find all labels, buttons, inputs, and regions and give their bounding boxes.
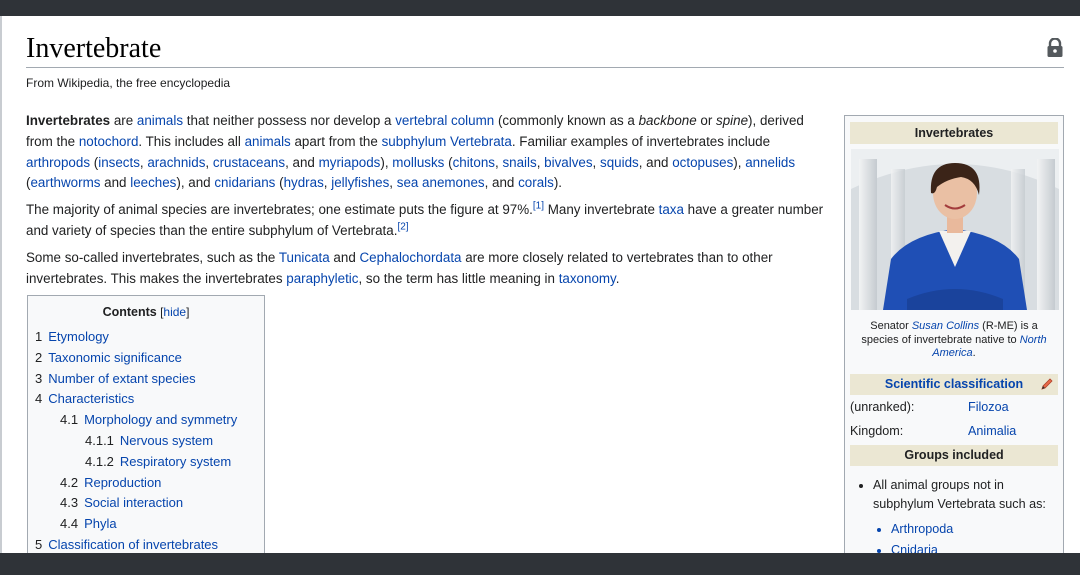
lock-icon[interactable]	[1046, 38, 1064, 58]
toc-link[interactable]: Number of extant species	[48, 370, 196, 386]
link-north-america[interactable]: North America	[932, 333, 1047, 359]
scientific-classification-header[interactable]	[850, 374, 1058, 395]
toc-number: 4.3	[60, 495, 79, 511]
text: . Familiar examples of invertebrates include	[511, 133, 771, 149]
toc-number: 4.2	[60, 474, 79, 490]
intro-paragraph-1	[26, 111, 826, 194]
citation-2[interactable]: [2]	[397, 221, 409, 233]
toc-item[interactable]	[28, 389, 264, 410]
link-crustaceans[interactable]: crustaceans	[212, 154, 286, 170]
toc-item[interactable]	[28, 369, 264, 390]
link-octopuses[interactable]: octopuses	[672, 154, 734, 170]
toc-link[interactable]: Classification of invertebrates	[48, 536, 219, 552]
toc-link[interactable]: Nervous system	[119, 432, 214, 448]
page-title: Invertebrate	[26, 33, 162, 64]
text: [	[156, 305, 164, 319]
text: Senator	[870, 320, 912, 332]
link-susan-collins[interactable]: Susan Collins	[911, 320, 980, 332]
link-notochord[interactable]: notochord	[78, 133, 139, 149]
classification-value-link[interactable]: Filozoa	[968, 399, 1009, 414]
link-taxa[interactable]: taxa	[658, 202, 684, 218]
text: ,	[536, 154, 545, 170]
text: , so the term has little meaning in	[358, 270, 559, 286]
link-jellyfishes[interactable]: jellyfishes	[331, 175, 390, 191]
link-corals[interactable]: corals	[518, 175, 554, 191]
link-vertebral-column[interactable]: vertebral column	[395, 113, 495, 128]
toc-number: 4.4	[60, 516, 79, 532]
toc-number: 4	[35, 391, 43, 407]
link-annelids[interactable]: annelids	[745, 154, 796, 170]
groups-sublist	[891, 519, 1063, 554]
link-tunicata[interactable]: Tunicata	[278, 249, 330, 265]
term-spine: spine	[716, 113, 749, 128]
toc-link[interactable]: Characteristics	[48, 391, 135, 407]
text: , and	[285, 154, 319, 170]
toc-item[interactable]	[28, 535, 264, 553]
text: Some so-called invertebrates, such as the	[26, 249, 279, 265]
link-squids[interactable]: squids	[600, 154, 639, 170]
link-paraphyletic[interactable]: paraphyletic	[286, 270, 359, 286]
link-bivalves[interactable]: bivalves	[544, 154, 593, 170]
infobox-title: Invertebrates	[850, 122, 1058, 144]
portrait-illustration	[851, 149, 1059, 310]
toc-title: Contents	[102, 305, 157, 319]
text: ),	[380, 154, 393, 170]
link-animals-2[interactable]: animals	[244, 133, 291, 149]
classification-row	[850, 419, 1058, 443]
text: apart from the	[290, 133, 382, 149]
article-page	[0, 16, 1080, 553]
text: ,	[323, 175, 332, 191]
infobox-image[interactable]	[851, 149, 1059, 310]
lead-term: Invertebrates	[26, 113, 111, 128]
link-leeches[interactable]: leeches	[130, 175, 177, 191]
text: ,	[389, 175, 397, 191]
text: (	[26, 175, 31, 191]
pencil-icon[interactable]	[1040, 377, 1054, 391]
toc-number: 4.1.2	[85, 453, 114, 469]
term-backbone: backbone	[638, 113, 697, 128]
text: are	[110, 113, 137, 128]
classification-rank: (unranked):	[850, 399, 915, 414]
text: ).	[553, 175, 563, 191]
article-body	[26, 111, 826, 295]
toc-item[interactable]	[28, 514, 264, 535]
groups-list	[873, 476, 1063, 554]
group-link-cnidaria[interactable]: Cnidaria	[891, 542, 938, 553]
text: (commonly known as a	[494, 113, 639, 128]
link-myriapods[interactable]: myriapods	[318, 154, 381, 170]
text: , and	[638, 154, 673, 170]
text: ,	[592, 154, 600, 170]
toc-item[interactable]	[28, 452, 264, 473]
groups-included-header: Groups included	[850, 445, 1058, 466]
title-divider	[26, 67, 1064, 68]
toc-item[interactable]	[28, 327, 264, 348]
link-subphylum-vertebrata[interactable]: subphylum Vertebrata	[381, 133, 512, 149]
text: and	[100, 175, 131, 191]
toc-item[interactable]	[28, 473, 264, 494]
classification-rank: Kingdom:	[850, 423, 904, 438]
text: or	[696, 113, 717, 128]
link-insects[interactable]: insects	[98, 154, 140, 170]
text: and	[329, 249, 360, 265]
infobox	[844, 115, 1064, 553]
text: .	[615, 270, 620, 286]
infobox-caption	[857, 320, 1051, 361]
text: ),	[733, 154, 746, 170]
text: have a greater number and variety of species than the entire subphylum of Vertebrata.	[26, 202, 824, 238]
toc-link[interactable]: Respiratory system	[119, 453, 232, 469]
toc-item[interactable]	[28, 493, 264, 514]
text: (	[444, 154, 453, 170]
groups-description: All animal groups not in subphylum Vertebrata such as:	[873, 477, 1046, 511]
toc-list	[28, 327, 264, 553]
link-sea-anemones[interactable]: sea anemones	[396, 175, 485, 191]
intro-paragraph-3	[26, 248, 826, 290]
link-snails[interactable]: snails	[502, 154, 537, 170]
text: (R-ME) is a species of invertebrate native to	[861, 320, 1038, 346]
link-arthropods[interactable]: arthropods	[26, 154, 91, 170]
text: (	[90, 154, 99, 170]
toc-number: 3	[35, 370, 43, 386]
link-taxonomy[interactable]: taxonomy	[558, 270, 616, 286]
groups-list-item	[873, 476, 1063, 554]
link-cephalochordata[interactable]: Cephalochordata	[359, 249, 462, 265]
link-chitons[interactable]: chitons	[452, 154, 495, 170]
text: .	[972, 347, 976, 359]
text: , and	[484, 175, 519, 191]
text: ), derived from the	[26, 113, 804, 149]
toc-link[interactable]: Morphology and symmetry	[84, 412, 238, 428]
toc-number: 4.1	[60, 412, 79, 428]
classification-row	[850, 395, 1058, 419]
link-arachnids[interactable]: arachnids	[147, 154, 206, 170]
link-earthworms[interactable]: earthworms	[30, 175, 101, 191]
text: ,	[495, 154, 503, 170]
text: ,	[139, 154, 148, 170]
link-hydras[interactable]: hydras	[283, 175, 324, 191]
table-of-contents	[27, 295, 265, 553]
group-item[interactable]	[891, 540, 1063, 554]
toc-item[interactable]	[28, 431, 264, 452]
toc-link[interactable]: Reproduction	[84, 474, 162, 490]
toc-item[interactable]	[28, 348, 264, 369]
text: ), and	[176, 175, 215, 191]
citation-1[interactable]: [1]	[532, 200, 544, 212]
link-cnidarians[interactable]: cnidarians	[214, 175, 276, 191]
link-animals[interactable]: animals	[136, 113, 184, 128]
toc-item[interactable]	[28, 410, 264, 431]
group-item[interactable]	[891, 519, 1063, 540]
toc-number: 4.1.1	[85, 432, 114, 448]
text: The majority of animal species are invertebrates; one estimate puts the figure at 97%.	[26, 202, 533, 218]
text: are more closely related to vertebrates than to other invertebrates. This makes the invertebrates	[26, 249, 773, 286]
toc-number: 5	[35, 536, 43, 552]
link-mollusks[interactable]: mollusks	[392, 154, 445, 170]
text: ,	[205, 154, 213, 170]
toc-number: 2	[35, 349, 43, 365]
text: ]	[186, 305, 190, 319]
scientific-classification-title[interactable]: Scientific classification	[884, 376, 1024, 391]
toc-header	[28, 305, 264, 319]
text: that neither possess nor develop a	[183, 113, 396, 128]
toc-number: 1	[35, 329, 43, 344]
toc-link[interactable]: Social interaction	[84, 495, 184, 511]
toc-link[interactable]: Etymology	[48, 329, 109, 344]
text: Many invertebrate	[544, 202, 659, 218]
intro-paragraph-2	[26, 200, 826, 242]
classification-value-link[interactable]: Animalia	[968, 423, 1017, 438]
text: . This includes all	[138, 133, 245, 149]
toc-hide-link[interactable]: hide	[163, 305, 187, 319]
toc-link[interactable]: Phyla	[84, 516, 117, 532]
group-link-arthropoda[interactable]: Arthropoda	[891, 521, 954, 536]
text: (	[275, 175, 284, 191]
site-tagline: From Wikipedia, the free encyclopedia	[26, 76, 231, 90]
toc-link[interactable]: Taxonomic significance	[48, 349, 182, 365]
